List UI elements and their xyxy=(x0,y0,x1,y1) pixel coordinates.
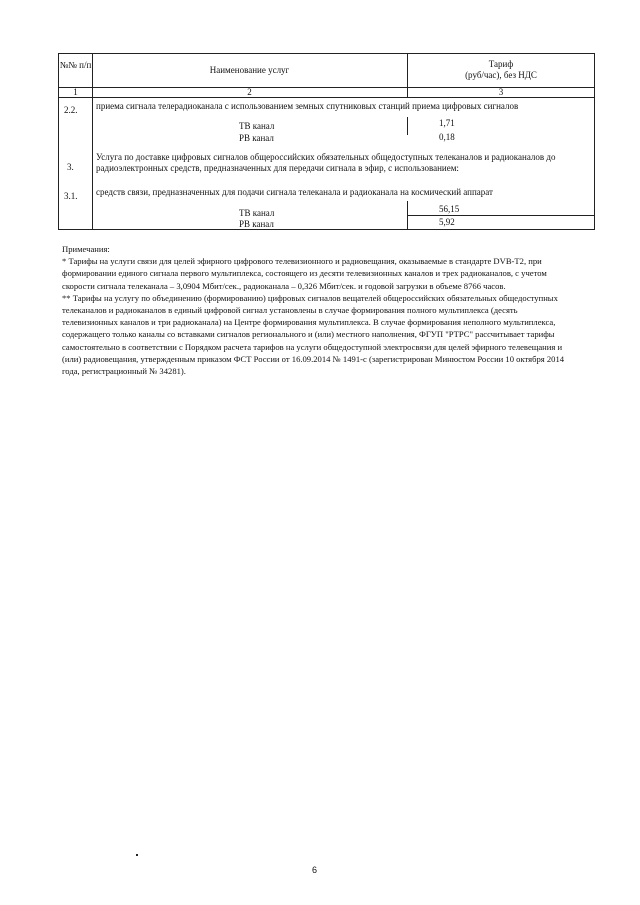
row-3-1-tv-value: 56,15 xyxy=(439,204,460,214)
value-divider xyxy=(407,117,408,135)
header-tariff-line1: Тариф xyxy=(488,59,514,69)
header-name: Наименование услуг xyxy=(209,65,290,75)
header-tariff-line2: (руб/час), без НДС xyxy=(465,70,537,80)
row-num-3-1: 3.1. xyxy=(64,191,78,201)
row-3-1-tv-label: ТВ канал xyxy=(239,208,275,218)
row-3-1-rv-label: РВ канал xyxy=(239,219,274,229)
value-underline xyxy=(407,215,595,216)
header-num: №№ п/п xyxy=(59,60,92,70)
col-number-1: 1 xyxy=(73,87,78,97)
col-number-3: 3 xyxy=(498,87,504,97)
page-number: 6 xyxy=(312,865,318,875)
notes-heading: Примечания: xyxy=(62,244,110,254)
row-2-2-tv-value: 1,71 xyxy=(439,118,455,128)
row-2-2-rv-label: РВ канал xyxy=(239,133,274,143)
note-2: ** Тарифы на услугу по объединению (формированию) цифровых сигналов вещателей общероссийских обязательных общедоступных телеканалов и радиоканалов в единый цифровой сигнал установлены в случае формирования полного мультиплекса (десять телевизионных каналов и три радиоканала) на Центре формирования мультиплекса. В случае формирования неполного мультиплекса, содержащего только каналы со вставками сигналов регионального и (или) местного наполнения, ФГУП "РТРС" рассчитывает тарифы самостоятельно в соответствии с Порядком расчета тарифов на услуги общедоступной электросвязи для целей эфирного телевещания и (или) радиовещания, утвержденным приказом ФСТ России от 16.09.2014 № 1491-с (зарегистрирован Минюстом России 10 октября 2014 года, регистрационный № 34281). xyxy=(62,292,565,377)
row-num-3: 3. xyxy=(67,162,74,172)
row-text-3: Услуга по доставке цифровых сигналов общероссийских обязательных общедоступных телеканалов и радиоканалов до радиоэлектронных средств, предназначенных для передачи сигнала в эфир, с использованием: xyxy=(96,152,556,173)
scan-dot xyxy=(136,854,138,856)
row-3-1-rv-value: 5,92 xyxy=(439,217,455,227)
note-1: * Тарифы на услуги связи для целей эфирного цифрового телевизионного и радиовещания, оказываемые в стандарте DVB-T2, при формировании единого сигнала первого мультиплекса, состоящего из десяти телевизионных каналов и трех радиоканалов, с учетом скорости сигнала телеканала – 3,0904 Мбит/сек., радиоканала – 0,326 Мбит/сек. и годовой загрузки в объеме 8766 часов. xyxy=(62,256,547,291)
tariff-table xyxy=(58,53,595,230)
row-2-2-rv-value: 0,18 xyxy=(439,132,455,142)
row-num-2-2: 2.2. xyxy=(64,105,78,115)
row-text-2-2: приема сигнала телерадиоканала с использованием земных спутниковых станций приема цифровых сигналов xyxy=(96,101,519,111)
row-2-2-tv-label: ТВ канал xyxy=(239,121,275,131)
col-number-2: 2 xyxy=(247,87,252,97)
notes-section xyxy=(62,243,572,377)
table-col-divider xyxy=(92,54,93,229)
row-text-3-1: средств связи, предназначенных для подачи сигнала телеканала и радиоканала на космический аппарат xyxy=(96,187,493,197)
